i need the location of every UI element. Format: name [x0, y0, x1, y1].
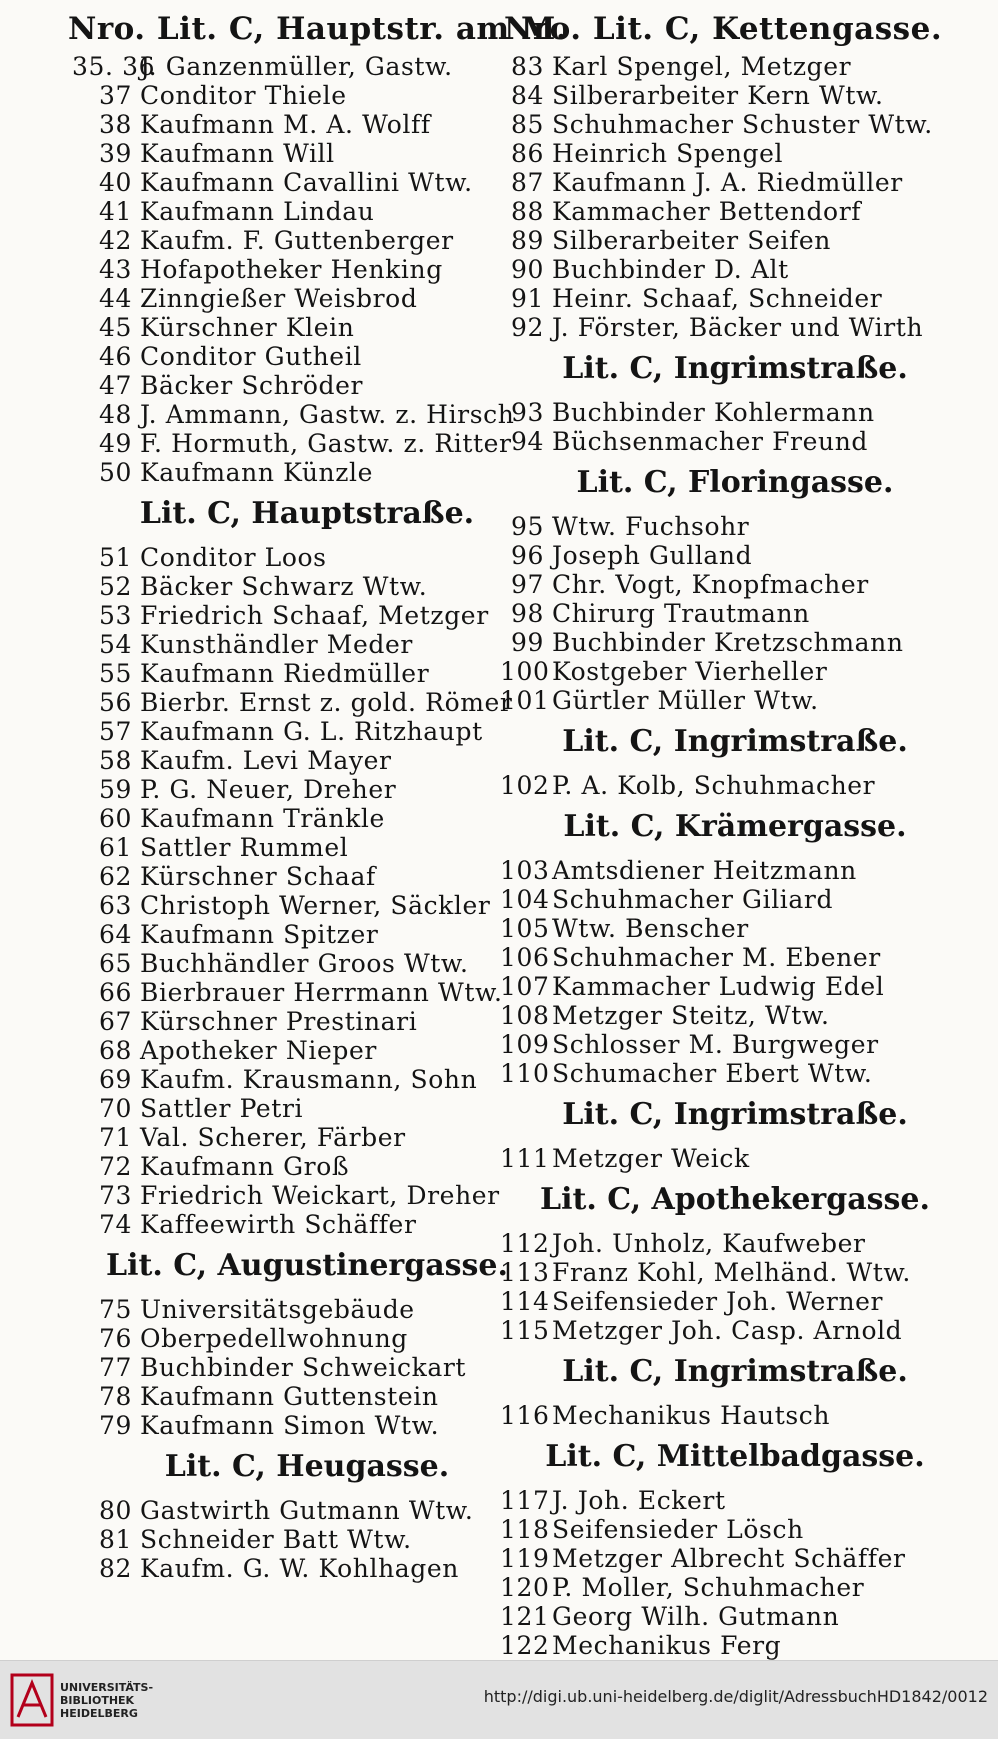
- house-number: 46: [98, 342, 132, 371]
- directory-entry: [72, 804, 542, 833]
- house-number: 55: [98, 659, 132, 688]
- resident-name: Heinr. Schaaf, Schneider: [552, 284, 883, 313]
- house-number: 44: [98, 284, 132, 313]
- resident-name: Hofapotheker Henking: [140, 255, 443, 284]
- resident-name: Gastwirth Gutmann Wtw.: [140, 1496, 474, 1525]
- library-name: [60, 1681, 153, 1720]
- house-number: 88: [510, 197, 544, 226]
- resident-name: Kaufmann Cavallini Wtw.: [140, 168, 473, 197]
- house-number: 83: [510, 52, 544, 81]
- resident-name: Seifensieder Joh. Werner: [552, 1287, 884, 1316]
- directory-entry: [72, 1411, 542, 1440]
- directory-entry: [72, 1007, 542, 1036]
- directory-entry: [500, 1602, 970, 1631]
- resident-name: Conditor Thiele: [140, 81, 347, 110]
- resident-name: Joh. Unholz, Kaufweber: [552, 1229, 866, 1258]
- resident-name: Metzger Joh. Casp. Arnold: [552, 1316, 903, 1345]
- resident-name: Kaufmann J. A. Riedmüller: [552, 168, 903, 197]
- right-column: [500, 6, 970, 1660]
- directory-entry: [500, 284, 970, 313]
- house-number: 40: [98, 168, 132, 197]
- directory-entry: [72, 1181, 542, 1210]
- directory-entry: [72, 1065, 542, 1094]
- resident-name: Schuhmacher M. Ebener: [552, 943, 881, 972]
- directory-entry: [72, 601, 542, 630]
- directory-entry: [72, 255, 542, 284]
- resident-name: Kaufm. G. W. Kohlhagen: [140, 1554, 459, 1583]
- left-column: [68, 6, 568, 1583]
- house-number: 114: [500, 1287, 550, 1316]
- library-name-line-2: BIBLIOTHEK: [60, 1694, 135, 1707]
- directory-entry: [500, 657, 970, 686]
- resident-name: Wtw. Benscher: [552, 914, 749, 943]
- house-number: 39: [98, 139, 132, 168]
- resident-name: F. Hormuth, Gastw. z. Ritter: [140, 429, 512, 458]
- directory-entry: [72, 978, 542, 1007]
- directory-entry: [72, 400, 542, 429]
- house-number: 113: [500, 1258, 550, 1287]
- house-number: 118: [500, 1515, 550, 1544]
- resident-name: Sattler Rummel: [140, 833, 349, 862]
- directory-entry: [500, 1001, 970, 1030]
- street-heading: Lit. C, Augustinergasse.: [106, 1248, 508, 1283]
- directory-entry: [500, 512, 970, 541]
- house-number: 81: [98, 1525, 132, 1554]
- directory-entry: [72, 1036, 542, 1065]
- directory-entry: [500, 914, 970, 943]
- directory-entry: [72, 891, 542, 920]
- directory-entry: [72, 458, 542, 487]
- house-number: 107: [500, 972, 550, 1001]
- house-number: 84: [510, 81, 544, 110]
- house-number: 51: [98, 543, 132, 572]
- directory-entry: [72, 52, 542, 81]
- house-number: 75: [98, 1295, 132, 1324]
- university-library-logo-icon: [10, 1673, 54, 1727]
- street-heading: Lit. C, Mittelbadgasse.: [545, 1439, 925, 1474]
- directory-entry: [500, 628, 970, 657]
- house-number: 60: [98, 804, 132, 833]
- house-number: 48: [98, 400, 132, 429]
- resident-name: Kaufmann Riedmüller: [140, 659, 430, 688]
- resident-name: Apotheker Nieper: [140, 1036, 377, 1065]
- resident-name: Franz Kohl, Melhänd. Wtw.: [552, 1258, 911, 1287]
- directory-entry: [72, 949, 542, 978]
- house-number: 68: [98, 1036, 132, 1065]
- resident-name: Buchbinder Kretzschmann: [552, 628, 904, 657]
- right-column-heading: Nro. Lit. C, Kettengasse.: [504, 11, 943, 47]
- resident-name: Friedrich Weickart, Dreher: [140, 1181, 500, 1210]
- resident-name: Chr. Vogt, Knopfmacher: [552, 570, 869, 599]
- house-number: 91: [510, 284, 544, 313]
- house-number: 102: [500, 771, 550, 800]
- resident-name: Universitätsgebäude: [140, 1295, 415, 1324]
- resident-name: Buchbinder D. Alt: [552, 255, 789, 284]
- resident-name: Kürschner Klein: [140, 313, 355, 342]
- directory-entry: [72, 833, 542, 862]
- house-number: 78: [98, 1382, 132, 1411]
- house-number: 35. 36: [72, 52, 156, 81]
- resident-name: P. G. Neuer, Dreher: [140, 775, 397, 804]
- directory-entry: [72, 1152, 542, 1181]
- resident-name: Kaufmann Tränkle: [140, 804, 385, 833]
- street-heading: Lit. C, Ingrimstraße.: [562, 1354, 908, 1389]
- house-number: 79: [98, 1411, 132, 1440]
- library-name-line-3: HEIDELBERG: [60, 1707, 138, 1720]
- directory-entry: [72, 1295, 542, 1324]
- house-number: 96: [510, 541, 544, 570]
- house-number: 47: [98, 371, 132, 400]
- house-number: 110: [500, 1059, 550, 1088]
- house-number: 41: [98, 197, 132, 226]
- resident-name: Schuhmacher Schuster Wtw.: [552, 110, 933, 139]
- directory-entry: [500, 398, 970, 427]
- house-number: 49: [98, 429, 132, 458]
- house-number: 37: [98, 81, 132, 110]
- resident-name: J. Ganzenmüller, Gastw.: [140, 52, 453, 81]
- directory-entry: [72, 1496, 542, 1525]
- house-number: 86: [510, 139, 544, 168]
- resident-name: Kaufmann Spitzer: [140, 920, 379, 949]
- directory-entry: [72, 746, 542, 775]
- resident-name: Buchbinder Kohlermann: [552, 398, 875, 427]
- house-number: 62: [98, 862, 132, 891]
- directory-entry: [500, 1631, 970, 1660]
- directory-entry: [72, 1353, 542, 1382]
- resident-name: Seifensieder Lösch: [552, 1515, 804, 1544]
- directory-entry: [500, 168, 970, 197]
- resident-name: Kaufmann Will: [140, 139, 335, 168]
- directory-entry: [72, 659, 542, 688]
- house-number: 97: [510, 570, 544, 599]
- resident-name: Kammacher Ludwig Edel: [552, 972, 885, 1001]
- resident-name: Christoph Werner, Säckler: [140, 891, 491, 920]
- directory-entry: [72, 630, 542, 659]
- directory-entry: [500, 427, 970, 456]
- resident-name: Schumacher Ebert Wtw.: [552, 1059, 873, 1088]
- house-number: 93: [510, 398, 544, 427]
- resident-name: Sattler Petri: [140, 1094, 304, 1123]
- directory-entry: [500, 972, 970, 1001]
- house-number: 108: [500, 1001, 550, 1030]
- resident-name: Schlosser M. Burgweger: [552, 1030, 879, 1059]
- resident-name: J. Joh. Eckert: [552, 1486, 726, 1515]
- resident-name: Kammacher Bettendorf: [552, 197, 862, 226]
- directory-entry: [500, 1144, 970, 1173]
- house-number: 98: [510, 599, 544, 628]
- directory-entry: [72, 1210, 542, 1239]
- house-number: 115: [500, 1316, 550, 1345]
- street-heading: Lit. C, Krämergasse.: [563, 809, 907, 844]
- resident-name: Gürtler Müller Wtw.: [552, 686, 819, 715]
- house-number: 94: [510, 427, 544, 456]
- resident-name: Friedrich Schaaf, Metzger: [140, 601, 489, 630]
- directory-entry: [72, 717, 542, 746]
- house-number: 92: [510, 313, 544, 342]
- house-number: 82: [98, 1554, 132, 1583]
- resident-name: Silberarbeiter Seifen: [552, 226, 831, 255]
- directory-entry: [500, 1287, 970, 1316]
- street-heading: Lit. C, Apothekergasse.: [540, 1182, 930, 1217]
- house-number: 71: [98, 1123, 132, 1152]
- resident-name: Kürschner Schaaf: [140, 862, 376, 891]
- house-number: 54: [98, 630, 132, 659]
- house-number: 76: [98, 1324, 132, 1353]
- house-number: 58: [98, 746, 132, 775]
- directory-entry: [72, 429, 542, 458]
- resident-name: Metzger Steitz, Wtw.: [552, 1001, 830, 1030]
- resident-name: Metzger Albrecht Schäffer: [552, 1544, 906, 1573]
- resident-name: Zinngießer Weisbrod: [140, 284, 418, 313]
- resident-name: Kaffeewirth Schäffer: [140, 1210, 417, 1239]
- house-number: 52: [98, 572, 132, 601]
- directory-entry: [500, 1573, 970, 1602]
- directory-entry: [500, 139, 970, 168]
- house-number: 69: [98, 1065, 132, 1094]
- house-number: 105: [500, 914, 550, 943]
- resident-name: Kaufmann Guttenstein: [140, 1382, 439, 1411]
- resident-name: Oberpedellwohnung: [140, 1324, 408, 1353]
- resident-name: Kaufmann Lindau: [140, 197, 375, 226]
- directory-entry: [500, 1544, 970, 1573]
- resident-name: Kaufmann M. A. Wolff: [140, 110, 431, 139]
- left-column-heading: Nro. Lit. C, Hauptstr. am M.: [68, 11, 568, 47]
- directory-entry: [500, 856, 970, 885]
- directory-entry: [72, 342, 542, 371]
- directory-entry: [500, 110, 970, 139]
- directory-entry: [72, 688, 542, 717]
- library-name-line-1: UNIVERSITÄTS-: [60, 1681, 154, 1694]
- house-number: 67: [98, 1007, 132, 1036]
- directory-entry: [72, 110, 542, 139]
- house-number: 120: [500, 1573, 550, 1602]
- directory-entry: [72, 139, 542, 168]
- resident-name: Karl Spengel, Metzger: [552, 52, 852, 81]
- resident-name: Kaufm. F. Guttenberger: [140, 226, 454, 255]
- directory-entry: [72, 1382, 542, 1411]
- directory-entry: [500, 943, 970, 972]
- directory-entry: [500, 1229, 970, 1258]
- resident-name: J. Förster, Bäcker und Wirth: [552, 313, 924, 342]
- house-number: 63: [98, 891, 132, 920]
- directory-entry: [500, 570, 970, 599]
- resident-name: Bierbr. Ernst z. gold. Römer: [140, 688, 513, 717]
- house-number: 42: [98, 226, 132, 255]
- street-heading: Lit. C, Ingrimstraße.: [562, 724, 908, 759]
- resident-name: Buchbinder Schweickart: [140, 1353, 467, 1382]
- resident-name: J. Ammann, Gastw. z. Hirsch: [140, 400, 515, 429]
- house-number: 119: [500, 1544, 550, 1573]
- footer-bar: [0, 1660, 998, 1739]
- house-number: 89: [510, 226, 544, 255]
- house-number: 109: [500, 1030, 550, 1059]
- directory-entry: [500, 197, 970, 226]
- directory-entry: [72, 168, 542, 197]
- resident-name: Joseph Gulland: [552, 541, 753, 570]
- resident-name: Chirurg Trautmann: [552, 599, 810, 628]
- resident-name: Kaufmann Simon Wtw.: [140, 1411, 440, 1440]
- house-number: 64: [98, 920, 132, 949]
- resident-name: Metzger Weick: [552, 1144, 750, 1173]
- street-heading: Lit. C, Heugasse.: [164, 1449, 450, 1484]
- directory-entry: [500, 686, 970, 715]
- house-number: 112: [500, 1229, 550, 1258]
- house-number: 90: [510, 255, 544, 284]
- resident-name: Kürschner Prestinari: [140, 1007, 418, 1036]
- source-url-link[interactable]: http://digi.ub.uni-heidelberg.de/diglit/AdressbuchHD1842/0012: [483, 1687, 988, 1706]
- directory-entry: [72, 81, 542, 110]
- directory-entry: [72, 313, 542, 342]
- resident-name: Bäcker Schröder: [140, 371, 364, 400]
- resident-name: Amtsdiener Heitzmann: [552, 856, 857, 885]
- house-number: 73: [98, 1181, 132, 1210]
- house-number: 95: [510, 512, 544, 541]
- resident-name: Val. Scherer, Färber: [140, 1123, 406, 1152]
- house-number: 61: [98, 833, 132, 862]
- directory-entry: [500, 313, 970, 342]
- resident-name: Georg Wilh. Gutmann: [552, 1602, 840, 1631]
- house-number: 99: [510, 628, 544, 657]
- house-number: 106: [500, 943, 550, 972]
- house-number: 87: [510, 168, 544, 197]
- directory-entry: [72, 284, 542, 313]
- directory-entry: [500, 599, 970, 628]
- resident-name: Kaufmann Künzle: [140, 458, 373, 487]
- house-number: 72: [98, 1152, 132, 1181]
- directory-entry: [500, 885, 970, 914]
- resident-name: Conditor Loos: [140, 543, 327, 572]
- house-number: 101: [500, 686, 550, 715]
- directory-entry: [500, 1030, 970, 1059]
- resident-name: Mechanikus Hautsch: [552, 1401, 831, 1430]
- resident-name: Kaufm. Krausmann, Sohn: [140, 1065, 478, 1094]
- directory-entry: [72, 197, 542, 226]
- directory-entry: [500, 52, 970, 81]
- directory-entry: [72, 862, 542, 891]
- resident-name: Bäcker Schwarz Wtw.: [140, 572, 428, 601]
- house-number: 66: [98, 978, 132, 1007]
- resident-name: Schuhmacher Giliard: [552, 885, 834, 914]
- resident-name: Silberarbeiter Kern Wtw.: [552, 81, 884, 110]
- directory-entry: [500, 1059, 970, 1088]
- house-number: 53: [98, 601, 132, 630]
- directory-entry: [500, 1486, 970, 1515]
- house-number: 122: [500, 1631, 550, 1660]
- house-number: 85: [510, 110, 544, 139]
- resident-name: Kaufmann G. L. Ritzhaupt: [140, 717, 483, 746]
- house-number: 104: [500, 885, 550, 914]
- house-number: 74: [98, 1210, 132, 1239]
- directory-entry: [500, 541, 970, 570]
- house-number: 65: [98, 949, 132, 978]
- resident-name: Conditor Gutheil: [140, 342, 362, 371]
- resident-name: Heinrich Spengel: [552, 139, 784, 168]
- directory-entry: [72, 920, 542, 949]
- resident-name: Bierbrauer Herrmann Wtw.: [140, 978, 503, 1007]
- directory-entry: [72, 1554, 542, 1583]
- house-number: 121: [500, 1602, 550, 1631]
- directory-entry: [500, 1316, 970, 1345]
- house-number: 43: [98, 255, 132, 284]
- house-number: 70: [98, 1094, 132, 1123]
- directory-entry: [500, 1258, 970, 1287]
- directory-entry: [500, 226, 970, 255]
- resident-name: Buchhändler Groos Wtw.: [140, 949, 469, 978]
- resident-name: Kaufmann Groß: [140, 1152, 350, 1181]
- house-number: 103: [500, 856, 550, 885]
- directory-entry: [72, 543, 542, 572]
- street-heading: Lit. C, Hauptstraße.: [139, 496, 475, 531]
- house-number: 50: [98, 458, 132, 487]
- right-sections: [500, 52, 970, 1660]
- resident-name: Kunsthändler Meder: [140, 630, 413, 659]
- house-number: 111: [500, 1144, 550, 1173]
- house-number: 77: [98, 1353, 132, 1382]
- house-number: 45: [98, 313, 132, 342]
- directory-entry: [72, 1525, 542, 1554]
- directory-entry: [500, 771, 970, 800]
- directory-entry: [500, 1401, 970, 1430]
- left-sections: [72, 52, 542, 1583]
- resident-name: P. Moller, Schuhmacher: [552, 1573, 865, 1602]
- house-number: 116: [500, 1401, 550, 1430]
- house-number: 38: [98, 110, 132, 139]
- directory-entry: [72, 572, 542, 601]
- resident-name: Büchsenmacher Freund: [552, 427, 869, 456]
- directory-entry: [72, 226, 542, 255]
- directory-entry: [500, 81, 970, 110]
- street-heading: Lit. C, Floringasse.: [576, 465, 894, 500]
- resident-name: Kaufm. Levi Mayer: [140, 746, 392, 775]
- resident-name: Kostgeber Vierheller: [552, 657, 828, 686]
- house-number: 59: [98, 775, 132, 804]
- directory-entry: [500, 255, 970, 284]
- directory-entry: [72, 1123, 542, 1152]
- house-number: 100: [500, 657, 550, 686]
- directory-entry: [72, 371, 542, 400]
- house-number: 117: [500, 1486, 550, 1515]
- directory-entry: [72, 775, 542, 804]
- directory-entry: [72, 1094, 542, 1123]
- resident-name: Mechanikus Ferg: [552, 1631, 782, 1660]
- house-number: 56: [98, 688, 132, 717]
- directory-entry: [72, 1324, 542, 1353]
- street-heading: Lit. C, Ingrimstraße.: [562, 1097, 908, 1132]
- resident-name: Wtw. Fuchsohr: [552, 512, 750, 541]
- street-heading: Lit. C, Ingrimstraße.: [562, 351, 908, 386]
- directory-entry: [500, 1515, 970, 1544]
- resident-name: P. A. Kolb, Schuhmacher: [552, 771, 876, 800]
- house-number: 80: [98, 1496, 132, 1525]
- resident-name: Schneider Batt Wtw.: [140, 1525, 412, 1554]
- house-number: 57: [98, 717, 132, 746]
